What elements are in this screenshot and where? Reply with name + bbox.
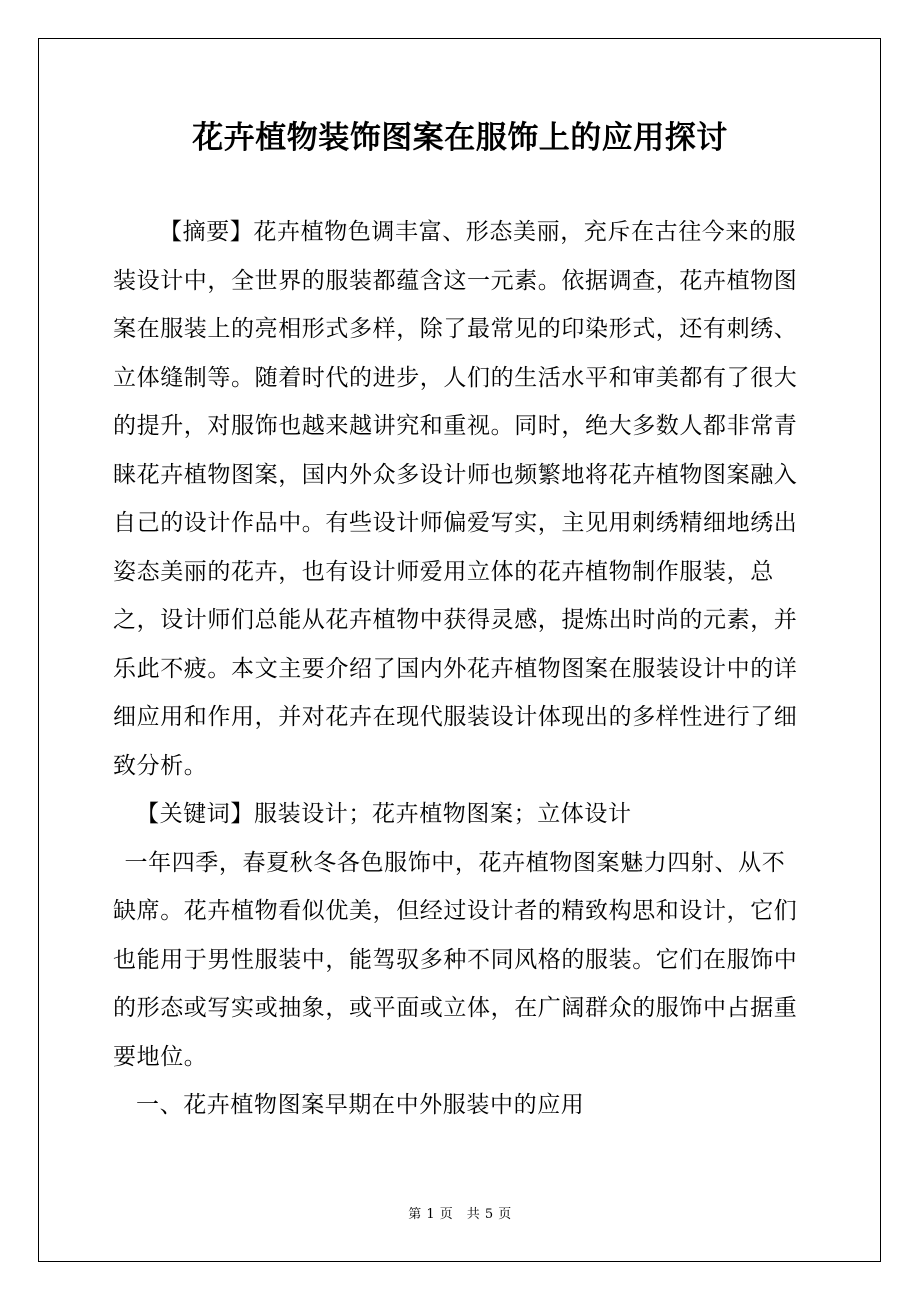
keywords-paragraph: 【关键词】服装设计；花卉植物图案；立体设计 (136, 801, 632, 827)
intro-paragraph: 一年四季，春夏秋冬各色服饰中，花卉植物图案魅力四射、从不缺席。花卉植物看似优美，但经过设计者的精致构思和设计，它们也能用于男性服装中，能驾驭多种不同风格的服装。它们在服饰中的形态或写实或抽象，或平面或立体，在广阔群众的服饰中占据重要地位。 (113, 849, 798, 1070)
page-footer: 第 1 页 共 5 页 (408, 1207, 512, 1222)
abstract-paragraph: 【摘要】花卉植物色调丰富、形态美丽，充斥在古往今来的服装设计中，全世界的服装都蕴含这一元素。依据调查，花卉植物图案在服装上的亮相形式多样，除了最常见的印染形式，还有刺绣、立体缝制等。随着时代的进步，人们的生活水平和审美都有了很大的提升，对服饰也越来越讲究和重视。同时，绝大多数人都非常青睐花卉植物图案，国内外众多设计师也频繁地将花卉植物图案融入自己的设计作品中。有些设计师偏爱写实，主见用刺绣精细地绣出姿态美丽的花卉，也有设计师爱用立体的花卉植物制作服装，总之，设计师们总能从花卉植物中获得灵感，提炼出时尚的元素，并乐此不疲。本文主要介绍了国内外花卉植物图案在服装设计中的详细应用和作用，并对花卉在现代服装设计体现出的多样性进行了细致分析。 (113, 219, 798, 779)
section-heading: 一、花卉植物图案早期在中外服装中的应用 (136, 1092, 585, 1118)
document-title: 花卉植物装饰图案在服饰上的应用探讨 (192, 120, 728, 156)
document-body (113, 208, 803, 1130)
